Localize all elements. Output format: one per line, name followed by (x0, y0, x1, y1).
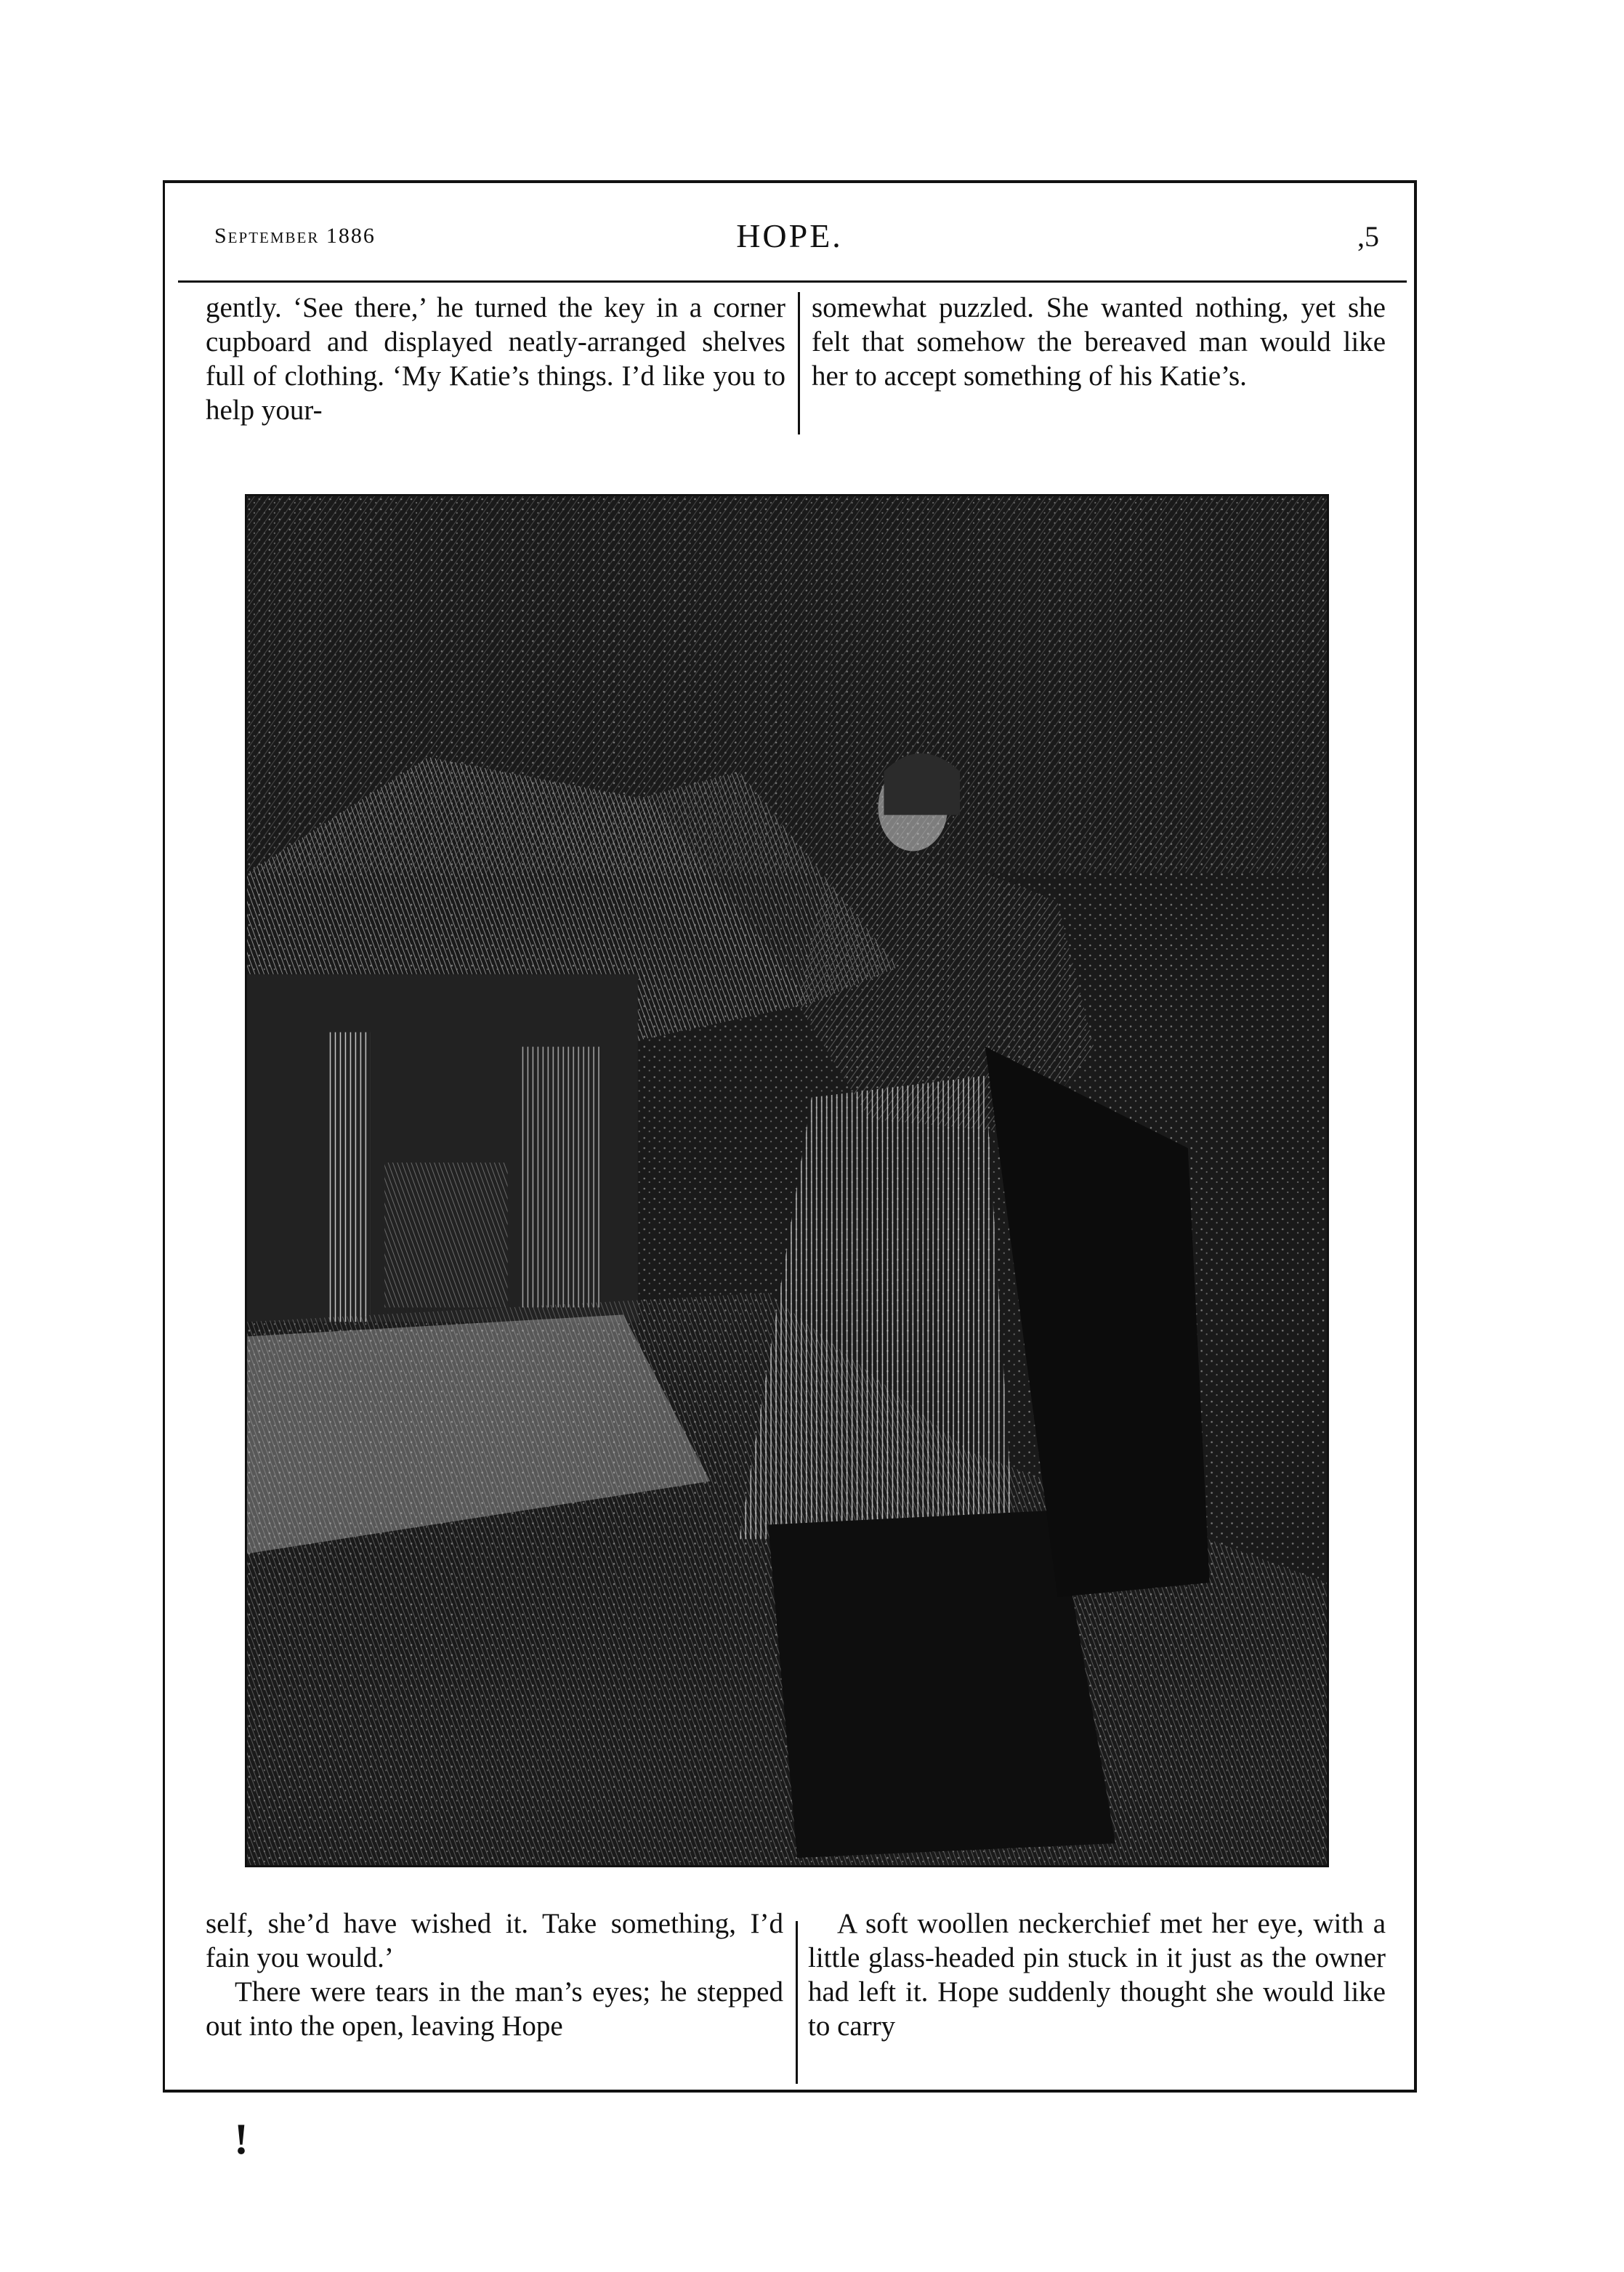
bottom-left-column (206, 1907, 783, 2043)
engraving-illustration (245, 494, 1329, 1867)
page-frame (163, 180, 1417, 2093)
running-header (165, 217, 1414, 275)
column-divider (798, 292, 800, 434)
engraving-image (247, 496, 1327, 1865)
top-right-column (812, 291, 1386, 393)
column-divider (796, 1921, 798, 2084)
paragraph: self, she’d have wished it. Take something, I’d fain you would.’ (206, 1908, 783, 1973)
paragraph: gently. ‘See there,’ he turned the key in a corner cupboard and displayed neatly-arranged shelves full of clothing. ‘My Katie’s things. I’d like you to help your- (206, 292, 785, 426)
stray-print-mark: ! (234, 2115, 249, 2163)
header-date: September 1886 (214, 224, 376, 248)
top-left-column (206, 291, 785, 427)
header-title: HOPE. (736, 217, 843, 254)
paragraph: somewhat puzzled. She wanted nothing, yet she felt that somehow the bereaved man would like her to accept something of his Katie’s. (812, 292, 1386, 392)
bottom-right-column (808, 1907, 1386, 2043)
page-number: ,5 (1357, 220, 1379, 253)
header-rule (178, 280, 1407, 283)
paragraph: There were tears in the man’s eyes; he stepped out into the open, leaving Hope (206, 1976, 783, 2042)
paragraph: A soft woollen neckerchief met her eye, with a little glass-headed pin stuck in it just as the owner had left it. Hope suddenly thought she would like to carry (808, 1908, 1386, 2042)
